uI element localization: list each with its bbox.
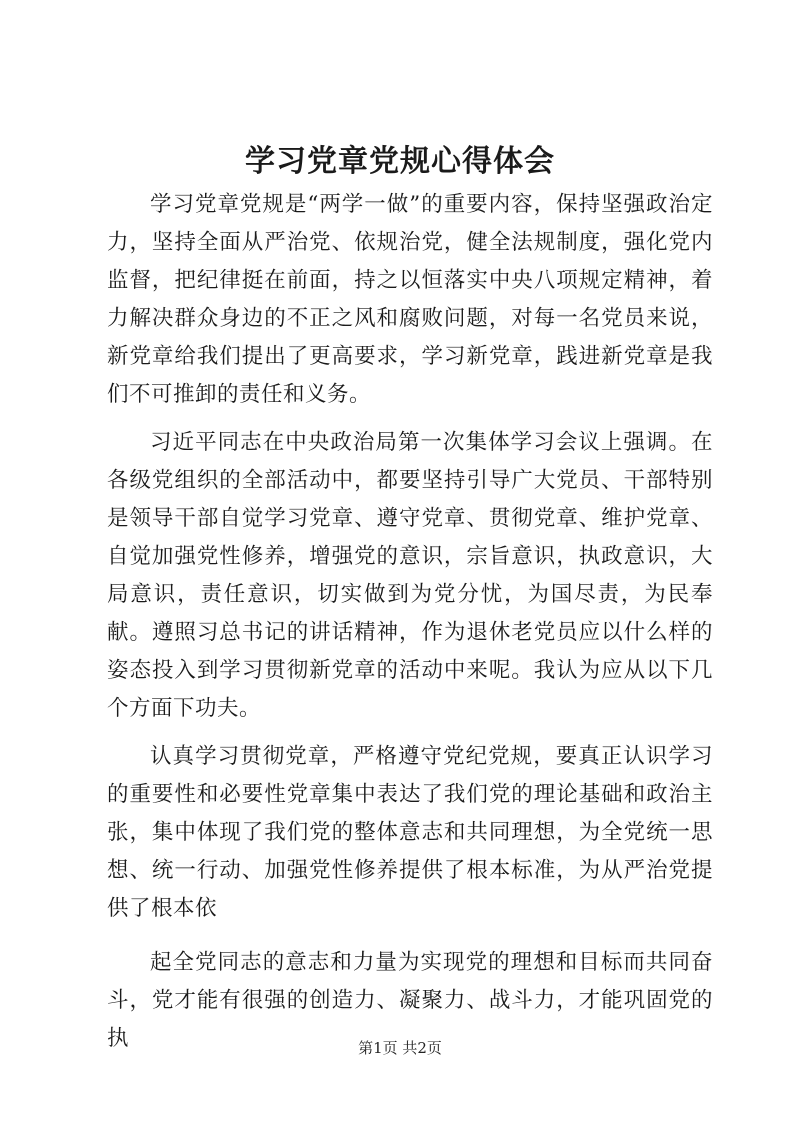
document-title: 学习党章党规心得体会 xyxy=(245,144,555,179)
paragraph-3: 认真学习贯彻党章，严格遵守党纪党规，要真正认识学习的重要性和必要性党章集中表达了我们党的理论基础和政治主张，集中体现了我们党的整体意志和共同理想，为全党统一思想、统一行动、加强党性修养提供了根本标准，为从严治党提供了根本依 xyxy=(107,744,713,921)
page-number-footer: 第1页 共2页 xyxy=(358,1039,442,1057)
paragraph-4: 起全党同志的意志和力量为实现党的理想和目标而共同奋斗，党才能有很强的创造力、凝聚力、战斗力，才能巩固党的执 xyxy=(107,950,713,1051)
paragraph-2: 习近平同志在中央政治局第一次集体学习会议上强调。在各级党组织的全部活动中，都要坚持引导广大党员、干部特别是领导干部自觉学习党章、遵守党章、贯彻党章、维护党章、自觉加强党性修养，增强党的意识，宗旨意识，执政意识，大局意识，责任意识，切实做到为党分忧，为国尽责，为民奉献。遵照习总书记的讲话精神，作为退休老党员应以什么样的姿态投入到学习贯彻新党章的活动中来呢。我认为应从以下几个方面下功夫。 xyxy=(107,430,713,721)
document-body xyxy=(107,186,713,1068)
paragraph-1: 学习党章党规是“两学一做”的重要内容，保持坚强政治定力，坚持全面从严治党、依规治党，健全法规制度，强化党内监督，把纪律挺在前面，持之以恒落实中央八项规定精神，着力解决群众身边的不正之风和腐败问题，对每一名党员来说，新党章给我们提出了更高要求，学习新党章，践进新党章是我们不可推卸的责任和义务。 xyxy=(107,192,713,407)
